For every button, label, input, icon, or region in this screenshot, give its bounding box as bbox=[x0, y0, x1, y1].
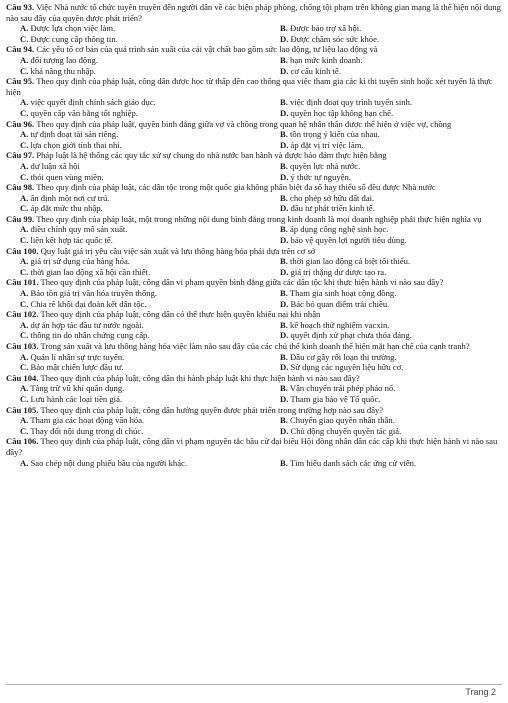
question-stem: Trong sản xuất và lưu thông hàng hóa việc làm nào sau đây của các chủ thể kinh doanh thể hiện mặt hạn chế của cạnh tranh? bbox=[40, 341, 470, 351]
option-letter: C. bbox=[20, 33, 29, 44]
question-stem: Pháp luật là hệ thống các quy tắc xử sự chung do nhà nước ban hành và được bảo đảm thực hiện bằng bbox=[36, 150, 387, 161]
answer-options bbox=[6, 193, 502, 214]
question-stem: Theo quy định của pháp luật, công dân được học từ thấp đến cao thông qua việc tham gia các kì thi tuyển sinh hoặc xét tuyển là thực hiện bbox=[6, 76, 493, 97]
option-text: áp đặt vị trí việc làm. bbox=[290, 139, 364, 150]
option-letter: C. bbox=[20, 362, 29, 373]
answer-option bbox=[266, 426, 502, 437]
answer-option bbox=[6, 415, 266, 426]
option-letter: C. bbox=[20, 203, 29, 214]
answer-option bbox=[6, 129, 266, 140]
option-letter: C. bbox=[20, 235, 29, 246]
answer-option bbox=[266, 288, 502, 299]
option-letter: A. bbox=[20, 415, 29, 426]
question-stem: Theo quy định của pháp luật, các dân tộc trong một quốc gia không phân biệt đa số hay thiểu số đều được Nhà nước bbox=[36, 182, 436, 193]
question-block bbox=[6, 246, 502, 278]
answer-option bbox=[266, 66, 502, 77]
option-text: Chia rẽ khối đại đoàn kết dân tộc. bbox=[30, 298, 147, 309]
option-letter: B. bbox=[280, 129, 288, 140]
option-text: Chủ động chuyển quyền tác giả. bbox=[290, 425, 402, 436]
option-text: Sử dụng các nguyên liệu hữu cơ. bbox=[290, 362, 404, 373]
answer-option bbox=[6, 224, 266, 235]
answer-option bbox=[6, 267, 266, 278]
question-text bbox=[6, 373, 502, 384]
option-letter: B. bbox=[280, 54, 288, 65]
question-block bbox=[6, 277, 502, 309]
option-letter: D. bbox=[280, 235, 289, 246]
question-block bbox=[6, 405, 502, 437]
answer-option bbox=[6, 23, 266, 34]
answer-option bbox=[6, 330, 266, 341]
option-letter: B. bbox=[280, 457, 288, 468]
option-text: Tham gia sinh hoạt cộng đồng. bbox=[289, 288, 397, 299]
exam-page bbox=[6, 2, 502, 468]
answer-options bbox=[6, 129, 502, 150]
answer-option bbox=[266, 140, 502, 151]
answer-option bbox=[266, 320, 502, 331]
option-letter: C. bbox=[20, 139, 29, 150]
question-block bbox=[6, 341, 502, 373]
answer-option bbox=[266, 193, 502, 204]
question-text bbox=[6, 405, 502, 416]
option-letter: A. bbox=[20, 383, 29, 394]
answer-option bbox=[6, 362, 266, 373]
option-letter: B. bbox=[280, 256, 288, 267]
option-letter: A. bbox=[20, 224, 29, 235]
option-letter: A. bbox=[20, 288, 29, 299]
answer-options bbox=[6, 23, 502, 44]
answer-option bbox=[266, 203, 502, 214]
question-text bbox=[6, 277, 502, 288]
option-text: dư luận xã hội bbox=[30, 160, 80, 171]
option-letter: C. bbox=[20, 266, 29, 277]
answer-option bbox=[6, 352, 266, 363]
option-letter: D. bbox=[280, 107, 289, 118]
question-text bbox=[6, 309, 502, 320]
option-text: Chuyển giao quyền nhân thân. bbox=[290, 415, 395, 426]
option-letter: B. bbox=[280, 415, 288, 426]
option-text: giá trị sử dụng của hàng hóa. bbox=[30, 256, 130, 267]
answer-options bbox=[6, 224, 502, 245]
option-letter: B. bbox=[280, 23, 288, 34]
question-number: Câu 100. bbox=[6, 245, 39, 256]
option-letter: A. bbox=[20, 160, 29, 171]
answer-option bbox=[266, 458, 502, 469]
answer-option bbox=[6, 55, 266, 66]
answer-option bbox=[6, 203, 266, 214]
question-block bbox=[6, 309, 502, 341]
option-letter: C. bbox=[20, 425, 29, 436]
question-number: Câu 102. bbox=[6, 309, 39, 320]
option-text: quyết định xử phạt chưa thỏa đáng. bbox=[290, 330, 412, 341]
question-number: Câu 94. bbox=[6, 44, 35, 55]
answer-option bbox=[266, 267, 502, 278]
answer-option bbox=[266, 235, 502, 246]
option-text: Tìm hiểu danh sách các ứng cử viên. bbox=[289, 457, 417, 468]
answer-option bbox=[6, 288, 266, 299]
answer-option bbox=[266, 108, 502, 119]
option-text: Sao chép nội dung phiếu bầu của người khác. bbox=[30, 457, 187, 468]
option-text: Được bảo trợ xã hội. bbox=[290, 23, 362, 34]
answer-options bbox=[6, 383, 502, 404]
question-number: Câu 105. bbox=[6, 404, 39, 415]
option-text: đối tượng lao động. bbox=[30, 54, 98, 65]
option-text: Được cung cấp thông tin. bbox=[30, 33, 118, 44]
page-number: Trang 2 bbox=[465, 687, 496, 697]
question-stem: Các yếu tố cơ bản của quá trình sản xuất của cải vật chất bao gồm sức lao động, tư liệu lao động và bbox=[36, 44, 378, 55]
option-letter: D. bbox=[280, 266, 289, 277]
answer-option bbox=[6, 172, 266, 183]
answer-options bbox=[6, 458, 502, 469]
option-text: Thay đổi nội dung trong di chúc. bbox=[30, 425, 144, 436]
question-number: Câu 104. bbox=[6, 372, 39, 383]
option-text: thông tin do nhân chứng cung cấp. bbox=[30, 330, 150, 341]
question-block bbox=[6, 436, 502, 468]
option-text: Được lựa chọn việc làm. bbox=[30, 23, 116, 34]
option-letter: D. bbox=[280, 298, 289, 309]
question-block bbox=[6, 214, 502, 246]
answer-option bbox=[6, 394, 266, 405]
answer-option bbox=[6, 34, 266, 45]
option-text: việc định đoạt quy trình tuyển sinh. bbox=[290, 97, 413, 108]
option-text: tự định đoạt tài sản riêng. bbox=[30, 129, 119, 140]
option-text: Bảo mật chiến lược đầu tư. bbox=[30, 362, 124, 373]
option-text: ý thức tự nguyện. bbox=[290, 171, 351, 182]
question-text bbox=[6, 214, 502, 225]
option-letter: A. bbox=[20, 54, 29, 65]
option-text: thói quen vùng miền. bbox=[30, 171, 104, 182]
question-number: Câu 95. bbox=[6, 76, 35, 87]
answer-option bbox=[266, 256, 502, 267]
option-text: hạn mức kinh doanh. bbox=[290, 54, 363, 65]
option-letter: A. bbox=[20, 351, 29, 362]
answer-options bbox=[6, 256, 502, 277]
question-stem: Theo quy định của pháp luật, công dân vi phạm nguyên tắc bầu cử đại biểu Hội đồng nhân dân các cấp khi thực hiện hành vi nào sau đây? bbox=[6, 436, 498, 457]
answer-option bbox=[6, 383, 266, 394]
option-letter: A. bbox=[20, 23, 29, 34]
option-text: khả năng thu nhập. bbox=[30, 65, 96, 76]
option-letter: D. bbox=[280, 33, 289, 44]
option-text: tôn trọng ý kiến của nhau. bbox=[290, 129, 380, 140]
question-stem: Việc Nhà nước tổ chức tuyên truyền đến người dân về các biện pháp phòng, chống tội phạm trên không gian mạng là thể hiện nội dung nào sau đây của quyền được phát triển? bbox=[6, 2, 501, 23]
answer-option bbox=[266, 97, 502, 108]
question-stem: Theo quy định của pháp luật, quyền bình đẳng giữa vợ và chồng trong quan hệ nhân thân được thể hiện ở việc vợ, chồng bbox=[36, 118, 452, 129]
option-letter: C. bbox=[20, 171, 29, 182]
option-letter: A. bbox=[20, 97, 29, 108]
option-text: quyền cấp văn bằng tốt nghiệp. bbox=[30, 107, 138, 118]
answer-options bbox=[6, 55, 502, 76]
option-text: ấn định một nơi cư trú. bbox=[30, 192, 110, 203]
option-text: Quản lí nhân sự trực tuyến. bbox=[30, 351, 125, 362]
question-number: Câu 106. bbox=[6, 436, 39, 447]
question-stem: Theo quy định của pháp luật, công dân vi phạm quyền bình đẳng giữa các dân tộc khi thực hiện hành vi nào sau đây? bbox=[40, 277, 444, 288]
answer-option bbox=[266, 172, 502, 183]
option-text: Tàng trữ vũ khí quân dụng. bbox=[30, 383, 125, 394]
option-text: thời gian lao động xã hội cần thiết. bbox=[30, 266, 151, 277]
option-text: thời gian lao động cá biệt tối thiểu. bbox=[290, 256, 411, 267]
option-letter: D. bbox=[280, 203, 289, 214]
answer-option bbox=[6, 97, 266, 108]
option-letter: B. bbox=[280, 192, 288, 203]
option-text: điều chỉnh quy mô sản xuất. bbox=[30, 224, 128, 235]
option-letter: A. bbox=[20, 129, 29, 140]
question-text bbox=[6, 119, 502, 130]
option-text: Được chăm sóc sức khỏe. bbox=[290, 33, 380, 44]
answer-option bbox=[6, 256, 266, 267]
option-letter: D. bbox=[280, 139, 289, 150]
question-block bbox=[6, 150, 502, 182]
answer-option bbox=[6, 193, 266, 204]
option-text: Tham gia bảo vệ Tổ quốc. bbox=[290, 393, 381, 404]
page-footer bbox=[6, 684, 502, 699]
answer-option bbox=[266, 415, 502, 426]
answer-option bbox=[266, 34, 502, 45]
answer-option bbox=[266, 383, 502, 394]
answer-option bbox=[266, 394, 502, 405]
answer-options bbox=[6, 161, 502, 182]
option-text: giá trị thặng dư được tạo ra. bbox=[290, 266, 387, 277]
answer-option bbox=[266, 161, 502, 172]
option-text: cho phép sở hữu đất đai. bbox=[290, 192, 375, 203]
question-stem: Theo quy định của pháp luật, công dân có thể thực hiện quyền khiếu nại khi nhận bbox=[40, 309, 321, 320]
question-stem: Theo quy định của pháp luật, công dân hưởng quyền được phát triển trong trường hợp nào sau đây? bbox=[40, 404, 384, 415]
option-letter: D. bbox=[280, 65, 289, 76]
answer-option bbox=[6, 458, 266, 469]
question-block bbox=[6, 182, 502, 214]
option-letter: C. bbox=[20, 330, 29, 341]
answer-option bbox=[6, 299, 266, 310]
option-letter: B. bbox=[280, 97, 288, 108]
option-text: bảo vệ quyền lợi người tiêu dùng. bbox=[290, 235, 407, 246]
option-letter: C. bbox=[20, 65, 29, 76]
option-text: Vận chuyển trái phép pháo nổ. bbox=[289, 383, 396, 394]
question-number: Câu 96. bbox=[6, 118, 35, 129]
question-stem: Theo quy định của pháp luật, công dân thi hành pháp luật khi thực hiện hành vi nào sau đây? bbox=[40, 372, 360, 383]
option-text: áp dụng công nghệ sinh học. bbox=[290, 224, 389, 235]
option-letter: A. bbox=[20, 319, 29, 330]
answer-option bbox=[6, 161, 266, 172]
option-letter: A. bbox=[20, 192, 29, 203]
option-letter: B. bbox=[280, 383, 288, 394]
question-number: Câu 101. bbox=[6, 277, 39, 288]
option-text: kế hoạch thử nghiệm vacxin. bbox=[290, 319, 390, 330]
question-number: Câu 99. bbox=[6, 213, 35, 224]
option-text: liên kết hợp tác quốc tế. bbox=[30, 235, 113, 246]
answer-option bbox=[6, 140, 266, 151]
question-text bbox=[6, 436, 502, 457]
question-stem: Quy luật giá trị yêu cầu việc sản xuất và lưu thông hàng hóa phải dựa trên cơ sở bbox=[40, 245, 316, 256]
answer-options bbox=[6, 288, 502, 309]
option-letter: A. bbox=[20, 457, 29, 468]
option-letter: C. bbox=[20, 393, 29, 404]
question-text bbox=[6, 44, 502, 55]
option-text: lựa chọn giới tính thai nhi. bbox=[30, 139, 122, 150]
answer-option bbox=[6, 66, 266, 77]
question-block bbox=[6, 373, 502, 405]
question-text bbox=[6, 246, 502, 257]
option-text: Tham gia các hoạt động văn hóa. bbox=[30, 415, 145, 426]
answer-option bbox=[266, 129, 502, 140]
answer-option bbox=[6, 426, 266, 437]
question-number: Câu 103. bbox=[6, 341, 39, 351]
answer-option bbox=[266, 362, 502, 373]
option-text: cơ cấu kinh tế. bbox=[290, 65, 341, 76]
question-text bbox=[6, 76, 502, 97]
option-letter: A. bbox=[20, 256, 29, 267]
answer-option bbox=[266, 299, 502, 310]
question-number: Câu 97. bbox=[6, 150, 35, 161]
question-text bbox=[6, 341, 502, 352]
question-number: Câu 93. bbox=[6, 2, 35, 12]
answer-option bbox=[266, 224, 502, 235]
answer-options bbox=[6, 415, 502, 436]
question-block bbox=[6, 76, 502, 118]
question-block bbox=[6, 2, 502, 44]
option-letter: B. bbox=[280, 224, 288, 235]
option-letter: D. bbox=[280, 425, 289, 436]
answer-option bbox=[266, 330, 502, 341]
option-letter: B. bbox=[280, 351, 288, 362]
option-text: đầu tư phát triển kinh tế. bbox=[290, 203, 375, 214]
answer-options bbox=[6, 320, 502, 341]
option-text: dự án hợp tác đầu tư nước ngoài. bbox=[30, 319, 144, 330]
question-text bbox=[6, 150, 502, 161]
option-text: quyền lực nhà nước. bbox=[290, 160, 361, 171]
answer-option bbox=[6, 235, 266, 246]
option-letter: D. bbox=[280, 330, 289, 341]
option-text: việc quyết định chính sách giáo dục. bbox=[30, 97, 156, 108]
option-text: quyền học tập không hạn chế. bbox=[290, 107, 394, 118]
option-letter: D. bbox=[280, 171, 289, 182]
question-text bbox=[6, 2, 502, 23]
option-text: Lưu hành các loại tiền giả. bbox=[30, 393, 123, 404]
question-block bbox=[6, 119, 502, 151]
answer-option bbox=[6, 108, 266, 119]
question-stem: Theo quy định của pháp luật, một trong những nội dung bình đẳng trong kinh doanh là mọi doanh nghiệp phải thực hiện nghĩa vụ bbox=[36, 213, 482, 224]
answer-option bbox=[266, 352, 502, 363]
option-letter: D. bbox=[280, 393, 289, 404]
answer-options bbox=[6, 352, 502, 373]
option-letter: B. bbox=[280, 160, 288, 171]
question-number: Câu 98. bbox=[6, 182, 35, 193]
option-text: Bác bỏ quan điểm trái chiều. bbox=[290, 298, 390, 309]
option-text: áp đặt mức thu nhập. bbox=[30, 203, 103, 214]
question-text bbox=[6, 182, 502, 193]
option-letter: B. bbox=[280, 319, 288, 330]
option-letter: B. bbox=[280, 288, 288, 299]
option-letter: C. bbox=[20, 298, 29, 309]
answer-options bbox=[6, 97, 502, 118]
option-text: Đầu cơ gây rối loạn thị trường. bbox=[290, 351, 397, 362]
option-letter: D. bbox=[280, 362, 289, 373]
option-letter: C. bbox=[20, 107, 29, 118]
answer-option bbox=[266, 23, 502, 34]
question-block bbox=[6, 44, 502, 76]
answer-option bbox=[6, 320, 266, 331]
answer-option bbox=[266, 55, 502, 66]
option-text: Bảo tồn giá trị văn hóa truyền thống. bbox=[30, 288, 158, 299]
